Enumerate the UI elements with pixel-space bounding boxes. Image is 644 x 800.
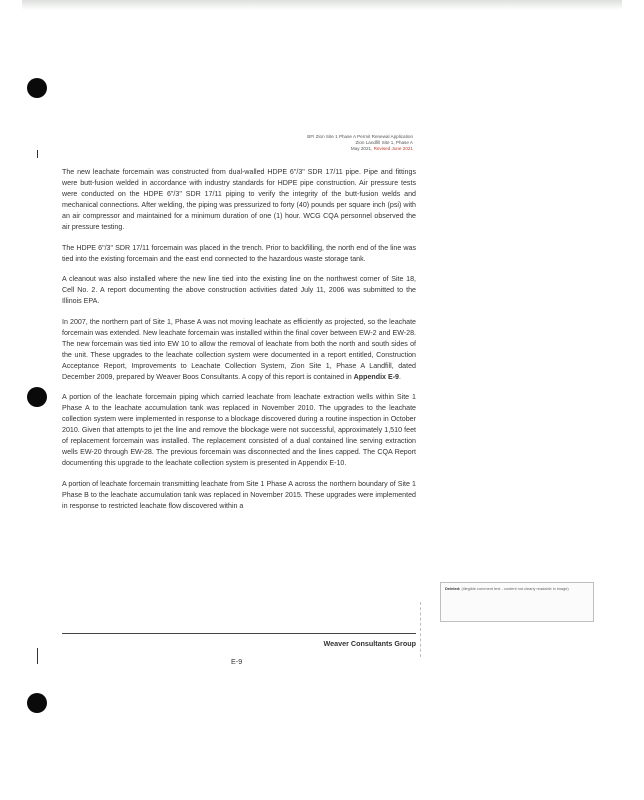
punch-hole-bottom (27, 693, 47, 713)
comment-label: Deleted: (445, 586, 461, 591)
header-line-2: Zion Landfill Site 1, Phase A (355, 140, 413, 146)
footer-company: Weaver Consultants Group (323, 639, 416, 648)
appendix-e9-reference: Appendix E-9 (353, 372, 399, 381)
footer-divider (62, 633, 416, 634)
margin-mark-bottom (37, 648, 38, 664)
paragraph-forcemain-construction: The new leachate forcemain was constructed from dual-walled HDPE 6"/3" SDR 17/11 pipe. Pipe and fittings were butt-fusion welded in accordance with industry standards for HDPE pipe construction. Air pressure tests were conducted on the HDPE 6"/3" SDR 17/11 piping to verify the integrity of the butt-fusion welds and mechanical connections. After welding, the piping was pressurized to forty (40) pounds per square inch (psi) with an air compressor and maintained for a minimum duration of one (1) hour. WCG CQA personnel observed the air pressure testing. (62, 168, 416, 231)
paragraph-2007-end: . (399, 372, 401, 381)
comment-text: (Illegible comment text - content not clearly readable in image) (461, 586, 569, 591)
header-line-3 (307, 146, 413, 152)
document-header (307, 134, 413, 153)
margin-mark-top (37, 150, 38, 158)
header-revised-date: Revised June 2021 (373, 146, 413, 152)
punch-hole-middle (27, 387, 47, 407)
header-date: May 2021, (350, 146, 374, 152)
page-number: E-9 (231, 657, 243, 666)
paragraph-2007-extension (62, 317, 416, 383)
paragraph-2010-replacement: A portion of the leachate forcemain piping which carried leachate from leachate extraction wells within Site 1 Phase A to the leachate accumulation tank was replaced in November 2010. The upgrades to the leachate collection system were implemented in response to a blockage discovered during a routine inspection in October 2010. Given that attempts to jet the line and remove the blockage were not successful, approximately 1,510 feet of replacement forcemain was installed. The replacement consisted of a dual contained line serving extraction wells EW-20 through EW-28. The previous forcemain was disconnected and the lines capped. The CQA Report documenting this upgrade to the leachate collection system is presented in Appendix E-10. (62, 393, 416, 467)
punch-hole-top (27, 78, 47, 98)
paragraph-2007-text: In 2007, the northern part of Site 1, Phase A was not moving leachate as efficiently as projected, so the leachate forcemain was extended. New leachate forcemain was installed within the final cover between EW-2 and EW-28. The new forcemain was tied into EW 10 to allow the removal of leachate from both the north and south sides of the unit. These upgrades to the leachate collection system were documented in a report entitled, Construction Acceptance Report, Improvements to Leachate Collection System, Zion Site 1, Phase A Landfill, dated December 2009, prepared by Weaver Boos Consultants. A copy of this report is contained in (62, 317, 416, 381)
header-line-1: BFI Zion Site 1 Phase A Permit Renewal Application (307, 134, 413, 139)
comment-connector (420, 602, 422, 657)
paragraph-forcemain-placement: The HDPE 6"/3" SDR 17/11 forcemain was placed in the trench. Prior to backfilling, the north end of the line was tied into the existing forcemain and the east end connected to the hazardous waste storage tank. (62, 243, 416, 263)
paragraph-cleanout: A cleanout was also installed where the new line tied into the existing line on the northwest corner of Site 18, Cell No. 2. A report documenting the above construction activities dated July 11, 2006 was submitted to the Illinois EPA. (62, 275, 416, 305)
paragraph-2015-replacement: A portion of leachate forcemain transmitting leachate from Site 1 Phase A across the northern boundary of Site 1 Phase B to the leachate accumulation tank was replaced in November 2015. These upgrades were implemented in response to restricted leachate flow discovered within a (62, 479, 416, 510)
scan-smudge (22, 0, 622, 10)
deleted-comment-balloon[interactable] (440, 582, 594, 622)
body-text (62, 167, 416, 521)
